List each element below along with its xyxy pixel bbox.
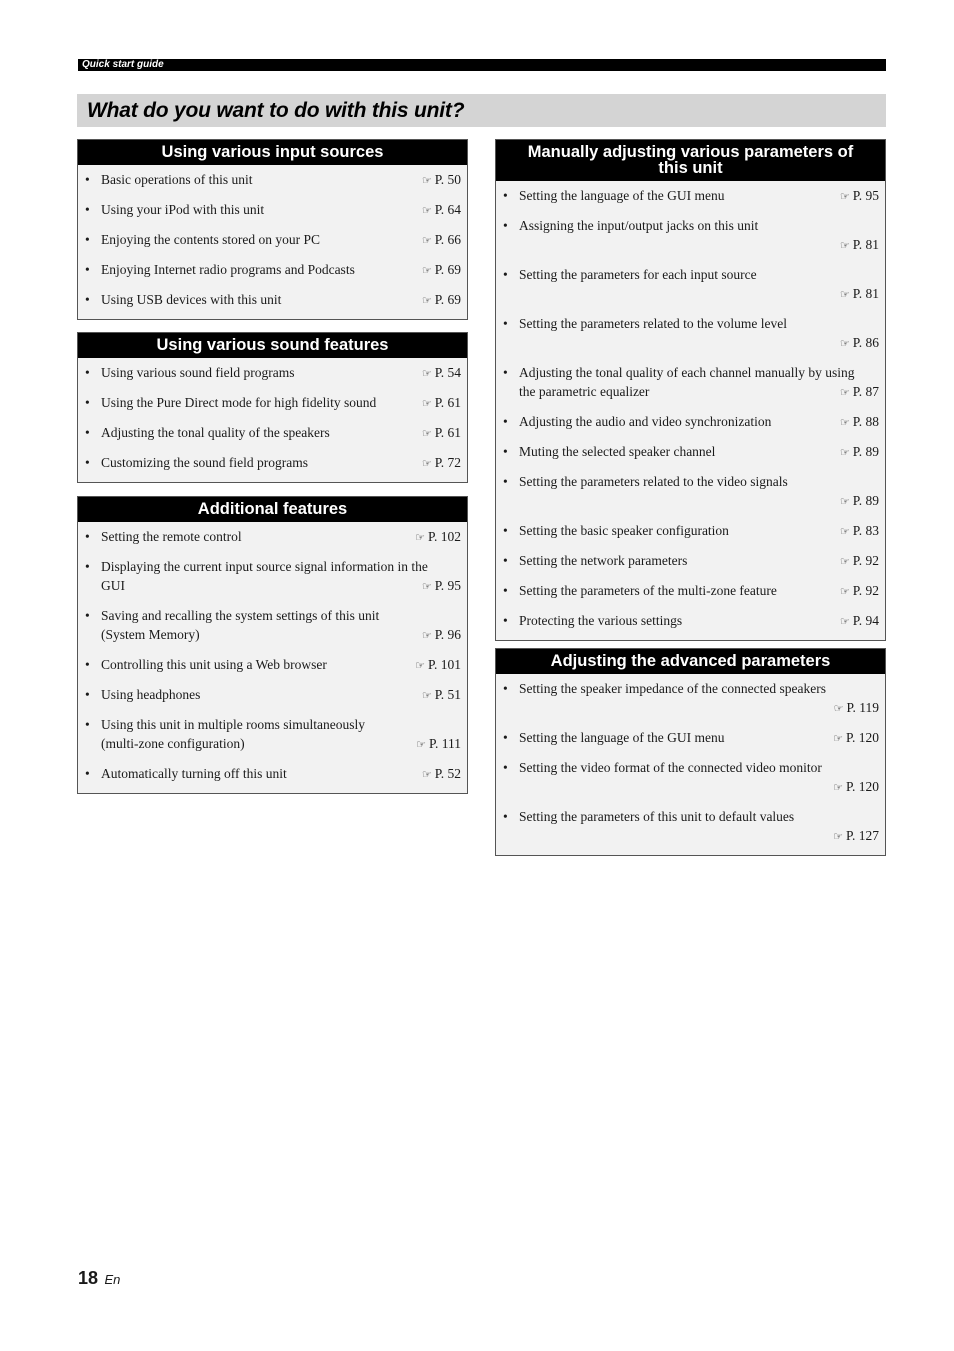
page-reference: ☞ P. 96: [421, 627, 461, 642]
list-item: • Using the Pure Direct mode for high fidelity sound ☞ P. 61: [78, 393, 461, 413]
page-reference: ☞ P. 89: [839, 493, 879, 508]
item-text: Customizing the sound field programs: [101, 455, 308, 470]
item-text: Setting the basic speaker configuration: [519, 523, 729, 538]
list-item: • Automatically turning off this unit ☞ P. 52: [78, 764, 461, 784]
list-item: • Setting the language of the GUI menu ☞ P. 95: [496, 186, 879, 206]
pointing-hand-icon: ☞: [839, 239, 850, 252]
item-text: Enjoying Internet radio programs and Podcasts: [101, 262, 355, 277]
item-text: Setting the parameters related to the video signals: [519, 474, 788, 489]
pointing-hand-icon: ☞: [421, 294, 432, 307]
page-number: 18: [78, 1268, 99, 1288]
page-reference: ☞ P. 95: [839, 188, 879, 203]
section-title: Using various input sources: [78, 140, 467, 165]
item-text-continued: (System Memory): [101, 627, 200, 642]
item-text-continued: GUI: [101, 578, 125, 593]
list-item: • Setting the parameters of the multi-zone feature ☞ P. 92: [496, 581, 879, 601]
item-text: Setting the network parameters: [519, 553, 688, 568]
pointing-hand-icon: ☞: [421, 689, 432, 702]
page-reference: ☞ P. 86: [839, 335, 879, 350]
pointing-hand-icon: ☞: [839, 525, 850, 538]
pointing-hand-icon: ☞: [415, 659, 425, 672]
item-text: Controlling this unit using a Web browser: [101, 657, 327, 672]
section-input-sources: [77, 139, 468, 320]
item-text: Setting the parameters for each input source: [519, 267, 757, 282]
pointing-hand-icon: ☞: [833, 732, 843, 745]
pointing-hand-icon: ☞: [421, 174, 432, 187]
item-text-continued: the parametric equalizer: [519, 384, 650, 399]
pointing-hand-icon: ☞: [839, 555, 850, 568]
pointing-hand-icon: ☞: [421, 629, 432, 642]
page-reference: ☞ P. 51: [421, 687, 461, 702]
list-item: • Enjoying the contents stored on your PC ☞ P. 66: [78, 230, 461, 250]
section-title: Manually adjusting various parameters of this unit: [496, 140, 885, 181]
page-footer: [78, 1268, 120, 1289]
list-item: • Using headphones ☞ P. 51: [78, 685, 461, 705]
page-reference: ☞ P. 92: [839, 553, 879, 568]
pointing-hand-icon: ☞: [421, 264, 432, 277]
page-reference: ☞ P. 89: [839, 444, 879, 459]
list-item: • Using this unit in multiple rooms simultaneously (multi-zone configuration) ☞ P. 111: [78, 715, 461, 754]
item-text: Saving and recalling the system settings of this unit: [101, 608, 380, 623]
item-text: Using USB devices with this unit: [101, 292, 282, 307]
pointing-hand-icon: ☞: [839, 446, 850, 459]
page-reference: ☞ P. 52: [421, 766, 461, 781]
page-title: What do you want to do with this unit?: [87, 99, 465, 122]
item-text: Adjusting the audio and video synchronization: [519, 414, 772, 429]
item-text: Setting the video format of the connected video monitor: [519, 760, 822, 775]
item-text: Using various sound field programs: [101, 365, 295, 380]
page-reference: ☞ P. 83: [839, 523, 879, 538]
item-text: Using your iPod with this unit: [101, 202, 265, 217]
page-reference: ☞ P. 111: [416, 736, 461, 751]
list-item: • Assigning the input/output jacks on this unit ☞ P. 81: [503, 218, 879, 252]
page-reference: ☞ P. 69: [421, 292, 461, 307]
item-text: Basic operations of this unit: [101, 172, 253, 187]
item-text: Using headphones: [101, 687, 201, 702]
list-item: • Basic operations of this unit ☞ P. 50: [78, 170, 461, 190]
pointing-hand-icon: ☞: [839, 585, 850, 598]
page-reference: ☞ P. 120: [833, 730, 879, 745]
item-text: Setting the parameters related to the volume level: [519, 316, 788, 331]
list-item: • Setting the parameters related to the video signals ☞ P. 89: [503, 474, 879, 508]
language-label: En: [104, 1272, 121, 1287]
pointing-hand-icon: ☞: [421, 234, 432, 247]
list-item: • Setting the remote control ☞ P. 102: [78, 527, 461, 547]
item-text-continued: (multi-zone configuration): [101, 736, 245, 751]
page-reference: ☞ P. 102: [415, 529, 461, 544]
pointing-hand-icon: ☞: [839, 615, 850, 628]
page-reference: ☞ P. 72: [421, 455, 461, 470]
page-reference: ☞ P. 95: [421, 578, 461, 593]
page-reference: ☞ P. 87: [839, 384, 879, 399]
list-item: • Controlling this unit using a Web browser ☞ P. 101: [78, 655, 461, 675]
pointing-hand-icon: ☞: [833, 830, 843, 843]
list-item: • Saving and recalling the system settings of this unit (System Memory) ☞ P. 96: [78, 606, 461, 645]
pointing-hand-icon: ☞: [416, 738, 426, 751]
item-text: Setting the language of the GUI menu: [519, 188, 725, 203]
list-item: • Setting the speaker impedance of the connected speakers ☞ P. 119: [503, 681, 879, 715]
pointing-hand-icon: ☞: [415, 531, 425, 544]
pointing-hand-icon: ☞: [839, 386, 850, 399]
item-text: Protecting the various settings: [519, 613, 683, 628]
page-reference: ☞ P. 120: [833, 779, 879, 794]
page-reference: ☞ P. 88: [839, 414, 879, 429]
pointing-hand-icon: ☞: [421, 427, 432, 440]
item-text: Adjusting the tonal quality of the speakers: [101, 425, 330, 440]
list-item: • Customizing the sound field programs ☞ P. 72: [78, 453, 461, 473]
list-item: • Displaying the current input source signal information in the GUI ☞ P. 95: [78, 557, 461, 596]
list-item: • Using various sound field programs ☞ P. 54: [78, 363, 461, 383]
page-reference: ☞ P. 66: [421, 232, 461, 247]
pointing-hand-icon: ☞: [833, 702, 844, 715]
page-reference: ☞ P. 54: [421, 365, 461, 380]
page-reference: ☞ P. 81: [839, 237, 879, 252]
item-text: Setting the language of the GUI menu: [519, 730, 725, 745]
section-manual-parameters: [495, 139, 886, 641]
pointing-hand-icon: ☞: [839, 495, 850, 508]
page-reference: ☞ P. 81: [839, 286, 879, 301]
page-reference: ☞ P. 64: [421, 202, 461, 217]
item-text: Automatically turning off this unit: [101, 766, 287, 781]
section-additional-features: [77, 496, 468, 794]
pointing-hand-icon: ☞: [421, 768, 432, 781]
item-text: Displaying the current input source signal information in the: [101, 559, 428, 574]
list-item: • Adjusting the tonal quality of each channel manually by using the parametric equalizer ☞ P. 87: [496, 363, 879, 402]
item-text: Adjusting the tonal quality of each channel manually by using: [519, 365, 855, 380]
page-reference: ☞ P. 61: [421, 395, 461, 410]
list-item: • Setting the network parameters ☞ P. 92: [496, 551, 879, 571]
item-text: Enjoying the contents stored on your PC: [101, 232, 320, 247]
pointing-hand-icon: ☞: [833, 781, 843, 794]
page-reference: ☞ P. 127: [833, 828, 879, 843]
list-item: • Using USB devices with this unit ☞ P. 69: [78, 290, 461, 310]
header-label: Quick start guide: [82, 59, 164, 70]
section-title: Adjusting the advanced parameters: [496, 649, 885, 674]
pointing-hand-icon: ☞: [839, 337, 850, 350]
pointing-hand-icon: ☞: [421, 457, 432, 470]
item-text: Setting the parameters of this unit to default values: [519, 809, 795, 824]
list-item: • Adjusting the audio and video synchronization ☞ P. 88: [496, 412, 879, 432]
page-reference: ☞ P. 61: [421, 425, 461, 440]
list-item: • Setting the parameters related to the volume level ☞ P. 86: [503, 316, 879, 350]
pointing-hand-icon: ☞: [421, 204, 432, 217]
header-bar: [78, 59, 886, 71]
list-item: • Adjusting the tonal quality of the speakers ☞ P. 61: [78, 423, 461, 443]
item-text: Setting the remote control: [101, 529, 242, 544]
list-item: • Setting the language of the GUI menu ☞ P. 120: [496, 728, 879, 748]
title-bar: [77, 94, 886, 127]
list-item: • Setting the parameters of this unit to default values ☞ P. 127: [503, 809, 879, 843]
item-text: Setting the parameters of the multi-zone feature: [519, 583, 777, 598]
list-item: • Using your iPod with this unit ☞ P. 64: [78, 200, 461, 220]
list-item: • Setting the video format of the connected video monitor ☞ P. 120: [503, 760, 879, 794]
section-advanced-parameters: [495, 648, 886, 856]
list-item: • Setting the basic speaker configuration ☞ P. 83: [496, 521, 879, 541]
item-text: Using the Pure Direct mode for high fidelity sound: [101, 395, 377, 410]
page-reference: ☞ P. 69: [421, 262, 461, 277]
item-text: Setting the speaker impedance of the connected speakers: [519, 681, 826, 696]
page-reference: ☞ P. 119: [833, 700, 879, 715]
list-item: • Muting the selected speaker channel ☞ P. 89: [496, 442, 879, 462]
pointing-hand-icon: ☞: [839, 416, 850, 429]
pointing-hand-icon: ☞: [421, 367, 432, 380]
section-title: Using various sound features: [78, 333, 467, 358]
list-item: • Protecting the various settings ☞ P. 94: [496, 611, 879, 631]
page-reference: ☞ P. 101: [415, 657, 461, 672]
list-item: • Enjoying Internet radio programs and Podcasts ☞ P. 69: [78, 260, 461, 280]
list-item: • Setting the parameters for each input source ☞ P. 81: [503, 267, 879, 301]
pointing-hand-icon: ☞: [839, 288, 850, 301]
section-sound-features: [77, 332, 468, 483]
item-text: Assigning the input/output jacks on this unit: [519, 218, 759, 233]
item-text: Using this unit in multiple rooms simultaneously: [101, 717, 366, 732]
pointing-hand-icon: ☞: [839, 190, 850, 203]
item-text: Muting the selected speaker channel: [519, 444, 716, 459]
page-reference: ☞ P. 94: [839, 613, 879, 628]
pointing-hand-icon: ☞: [421, 397, 432, 410]
page-reference: ☞ P. 50: [421, 172, 461, 187]
pointing-hand-icon: ☞: [421, 580, 432, 593]
page-reference: ☞ P. 92: [839, 583, 879, 598]
section-title: Additional features: [78, 497, 467, 522]
